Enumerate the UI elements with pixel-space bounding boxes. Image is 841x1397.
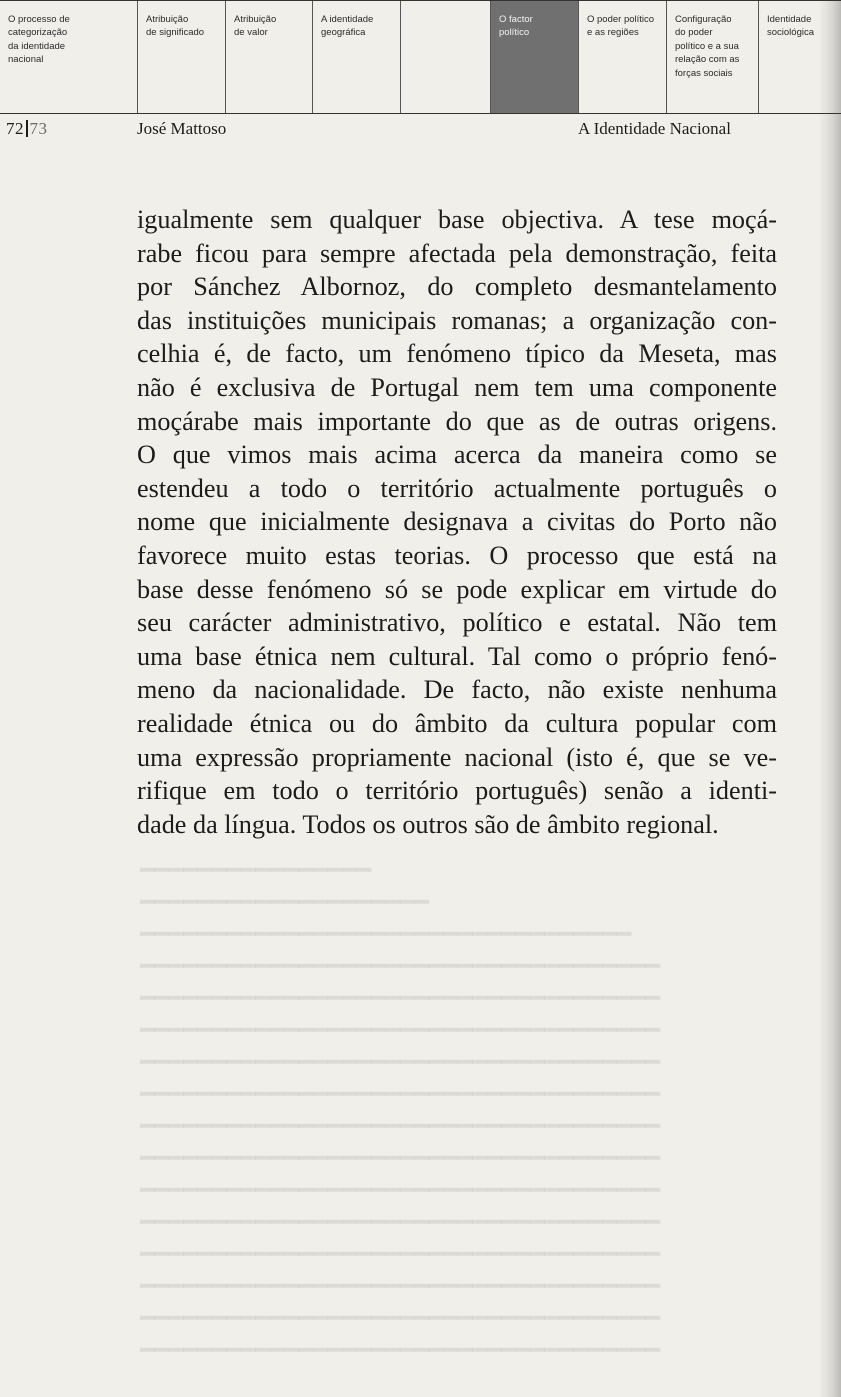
- nav-item-factor-politico[interactable]: O factor político: [490, 1, 578, 113]
- nav-item-identidade-geografica[interactable]: A identidade geográfica: [312, 1, 400, 113]
- nav-item-atribuicao-significado[interactable]: Atribuição de significado: [137, 1, 225, 113]
- nav-item-identidade-sociologica[interactable]: Identidade sociológica: [758, 1, 841, 113]
- show-through-texture: ━━━━━━━━━━━━━━━━ ━━━━━━━━━━━━━━━━━━━━ ━━━━━━━━━━━━━━━━━━━━━━━━━━━━━━━━━━ ━━━━━━━━━━━━━━━━━━━━━━━━━━━━━━━━━━━━ ━━━━━━━━━━━━━━━━━━━━━━━━━━━━━━━━━━━━ ━━━━━━━━━━━━━━━━━━━━━━━━━━━━━━━━━━━━ ━━━━━━━━━━━━━━━━━━━━━━━━━━━━━━━━━━━━ ━━━━━━━━━━━━━━━━━━━━━━━━━━━━━━━━━━━━ ━━━━━━━━━━━━━━━━━━━━━━━━━━━━━━━━━━━━ ━━━━━━━━━━━━━━━━━━━━━━━━━━━━━━━━━━━━ ━━━━━━━━━━━━━━━━━━━━━━━━━━━━━━━━━━━━ ━━━━━━━━━━━━━━━━━━━━━━━━━━━━━━━━━━━━ ━━━━━━━━━━━━━━━━━━━━━━━━━━━━━━━━━━━━ ━━━━━━━━━━━━━━━━━━━━━━━━━━━━━━━━━━━━ ━━━━━━━━━━━━━━━━━━━━━━━━━━━━━━━━━━━━ ━━━━━━━━━━━━━━━━━━━━━━━━━━━━━━━━━━━━: [140, 858, 661, 1364]
- text-line: O que vimos mais acima acerca da maneira como se: [137, 440, 777, 470]
- author-name: José Mattoso: [137, 119, 227, 138]
- text-line: igualmente sem qualquer base objectiva. A tese moçá-: [137, 205, 777, 234]
- book-title: A Identidade Nacional: [578, 119, 731, 138]
- text-line: seu carácter administrativo, político e estatal. Não tem: [137, 608, 777, 638]
- nav-item-atribuicao-valor[interactable]: Atribuição de valor: [225, 1, 312, 113]
- nav-item-categorizacao[interactable]: O processo de categorização da identidade nacional: [8, 14, 70, 66]
- nav-item-poder-regioes[interactable]: O poder político e as regiões: [578, 1, 666, 113]
- text-line: uma expressão propriamente nacional (isto é, que se ve-: [137, 742, 777, 772]
- nav-item-configuracao-poder[interactable]: Configuração do poder político e a sua relação com as forças sociais: [666, 1, 758, 113]
- page-number-left: 72: [6, 119, 24, 138]
- text-line: dade da língua. Todos os outros são de âmbito regional.: [137, 809, 719, 839]
- body-paragraph: [137, 203, 777, 841]
- text-line: por Sánchez Albornoz, do completo desmantelamento: [137, 272, 777, 302]
- page-edge-shadow: [819, 0, 841, 1397]
- text-line: celhia é, de facto, um fenómeno típico da Meseta, mas: [137, 339, 777, 369]
- running-header: [0, 119, 841, 141]
- text-line: moçárabe mais importante do que as de outras origens.: [137, 406, 777, 436]
- page-numbers: [6, 119, 48, 139]
- text-line: favorece muito estas teorias. O processo que está na: [137, 540, 777, 570]
- page-number-right: 73: [29, 119, 48, 138]
- text-line: rabe ficou para sempre afectada pela demonstração, feita: [137, 238, 777, 268]
- text-line: uma base étnica nem cultural. Tal como o próprio fenó-: [137, 641, 777, 671]
- text-line: não é exclusiva de Portugal nem tem uma componente: [137, 372, 777, 402]
- folio-divider: [26, 120, 28, 137]
- text-line: rifique em todo o território português) senão a identi-: [137, 776, 777, 806]
- text-line: base desse fenómeno só se pode explicar em virtude do: [137, 574, 777, 604]
- text-line: nome que inicialmente designava a civitas do Porto não: [137, 507, 777, 537]
- section-navigation-bar: [0, 0, 841, 114]
- nav-gap-cell: [400, 1, 490, 113]
- text-line: das instituições municipais romanas; a organização con-: [137, 305, 777, 335]
- text-line: realidade étnica ou do âmbito da cultura popular com: [137, 708, 777, 738]
- text-line: meno da nacionalidade. De facto, não existe nenhuma: [137, 675, 777, 705]
- text-line: estendeu a todo o território actualmente português o: [137, 473, 777, 503]
